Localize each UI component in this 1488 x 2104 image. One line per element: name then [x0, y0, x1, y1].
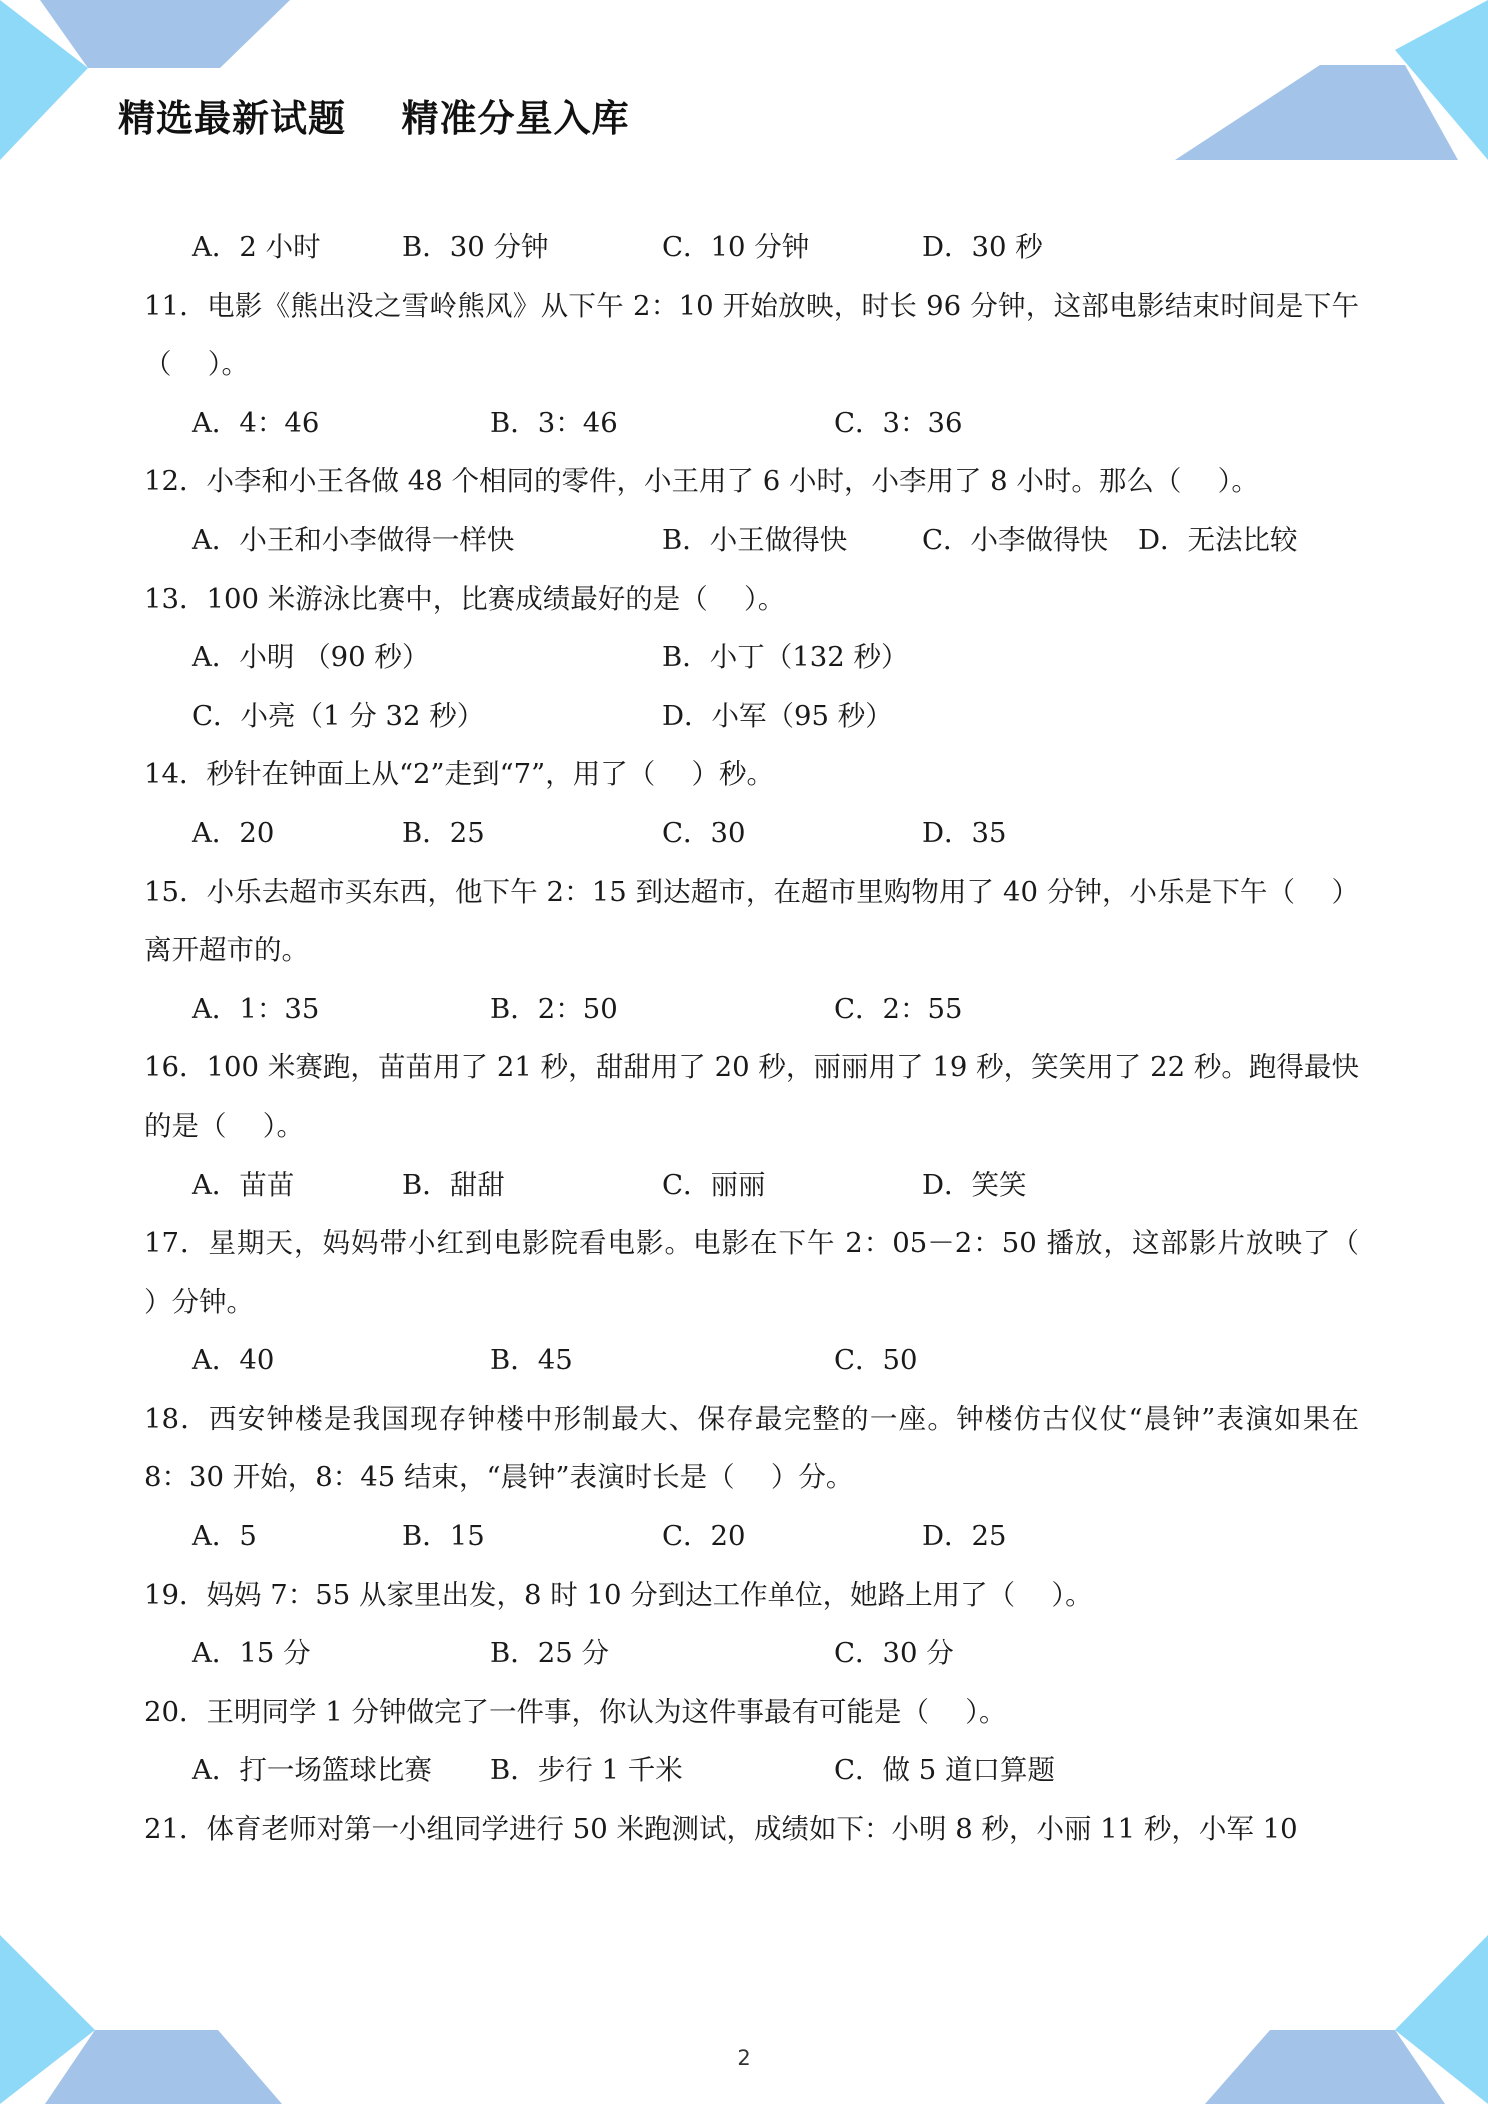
q11-option-b: B．3：46: [490, 406, 618, 439]
q11-options: [144, 394, 1359, 453]
q10-option-a: A．2 小时: [192, 231, 321, 263]
q12-option-d: D．无法比较: [1138, 523, 1298, 556]
question-list: [144, 218, 1396, 1859]
q20-text: 20．王明同学 1 分钟做完了一件事，你认为这件事最有可能是（ ）。: [144, 1695, 1007, 1728]
q11-text: 11．电影《熊出没之雪岭熊风》从下午 2：10 开始放映，时长 96 分钟，这部电影结束时间是下午（ ）。: [144, 289, 1359, 381]
q13-option-c: C．小亮（1 分 32 秒）: [192, 699, 485, 732]
q14-option-c: C．30: [662, 816, 746, 849]
q18-option-d: D．25: [922, 1520, 1007, 1553]
q13-text: 13．100 米游泳比赛中，比赛成绩最好的是（ ）。: [144, 582, 786, 615]
q20-option-a: A．打一场篮球比赛: [192, 1754, 432, 1787]
q13-option-a: A．小明 （90 秒）: [192, 641, 430, 674]
q16-options: [144, 1156, 1359, 1215]
q13-options-row1: [144, 628, 1359, 687]
q10-option-b: B．30 分钟: [402, 231, 549, 263]
q12-option-c: C．小李做得快: [922, 523, 1109, 556]
bottom-left-decoration: [0, 1935, 282, 2104]
q15-option-c: C．2：55: [834, 992, 963, 1025]
q18-text: 18．西安钟楼是我国现存钟楼中形制最大、保存最完整的一座。钟楼仿古仪仗“晨钟”表演如果在 8：30 开始，8：45 结束，“晨钟”表演时长是（ ）分。: [144, 1402, 1359, 1494]
page-number: 2: [737, 2046, 751, 2070]
q18-option-b: B．15: [402, 1520, 485, 1553]
q20-options: [144, 1741, 1359, 1800]
header-title: 精选最新试题 精准分星入库: [118, 97, 630, 140]
q17-option-a: A．40: [192, 1344, 275, 1377]
q17-text: 17．星期天，妈妈带小红到电影院看电影。电影在下午 2：05－2：50 播放，这部影片放映了（ ）分钟。: [144, 1227, 1396, 1318]
q12-options: [144, 511, 1359, 570]
q17-option-c: C．50: [834, 1344, 918, 1377]
q16-option-c: C．丽丽: [662, 1168, 766, 1201]
q15-text: 15．小乐去超市买东西，他下午 2：15 到达超市，在超市里购物用了 40 分钟，小乐是下午（ ）离开超市的。: [144, 875, 1359, 967]
q16-text: 16．100 米赛跑，苗苗用了 21 秒，甜甜用了 20 秒，丽丽用了 19 秒，笑笑用了 22 秒。跑得最快的是（ ）。: [144, 1051, 1359, 1142]
q19-option-b: B．25 分: [490, 1637, 609, 1670]
q15-options: [144, 980, 1359, 1039]
q21-text: 21．体育老师对第一小组同学进行 50 米跑测试，成绩如下：小明 8 秒，小丽 11 秒，小军 10: [144, 1813, 1298, 1846]
q14-options: [144, 804, 1359, 863]
top-left-trapezoid: [40, 0, 290, 68]
q11-option-a: A．4：46: [192, 406, 320, 439]
q19-option-c: C．30 分: [834, 1637, 954, 1670]
q17-option-b: B．45: [490, 1344, 573, 1377]
q12-option-b: B．小王做得快: [662, 523, 848, 556]
q18-option-c: C．20: [662, 1520, 746, 1553]
q18-options: [144, 1507, 1359, 1566]
q14-option-b: B．25: [402, 816, 485, 849]
q14-text: 14．秒针在钟面上从“2”走到“7”，用了（ ）秒。: [144, 758, 774, 791]
q12-text: 12．小李和小王各做 48 个相同的零件，小王用了 6 小时，小李用了 8 小时。那么（ ）。: [144, 465, 1259, 498]
q13-option-b: B．小丁（132 秒）: [662, 641, 909, 674]
q19-options: [144, 1624, 1359, 1683]
q15-option-b: B．2：50: [490, 992, 618, 1025]
q12-option-a: A．小王和小李做得一样快: [192, 523, 515, 556]
bottom-right-decoration: [1205, 1935, 1488, 2104]
q17-options: [144, 1331, 1359, 1390]
q19-option-a: A．15 分: [192, 1637, 311, 1670]
q16-option-d: D．笑笑: [922, 1168, 1027, 1201]
q14-option-a: A．20: [192, 816, 275, 849]
q15-option-a: A．1：35: [192, 992, 320, 1025]
top-right-decoration: [1175, 0, 1488, 160]
q11-option-c: C．3：36: [834, 406, 963, 439]
q13-options-row2: [144, 687, 1359, 746]
q20-option-b: B．步行 1 千米: [490, 1754, 683, 1787]
q10-options: [144, 218, 1359, 277]
q18-option-a: A．5: [192, 1520, 257, 1553]
q16-option-b: B．甜甜: [402, 1168, 505, 1201]
top-right-trapezoid: [1175, 65, 1458, 160]
q10-option-d: D．30 秒: [922, 231, 1043, 263]
q10-option-c: C．10 分钟: [662, 231, 810, 263]
q20-option-c: C．做 5 道口算题: [834, 1754, 1056, 1787]
q13-option-d: D．小军（95 秒）: [662, 699, 893, 732]
q16-option-a: A．苗苗: [192, 1168, 295, 1201]
q14-option-d: D．35: [922, 816, 1007, 849]
q19-text: 19．妈妈 7：55 从家里出发，8 时 10 分到达工作单位，她路上用了（ ）。: [144, 1578, 1093, 1611]
